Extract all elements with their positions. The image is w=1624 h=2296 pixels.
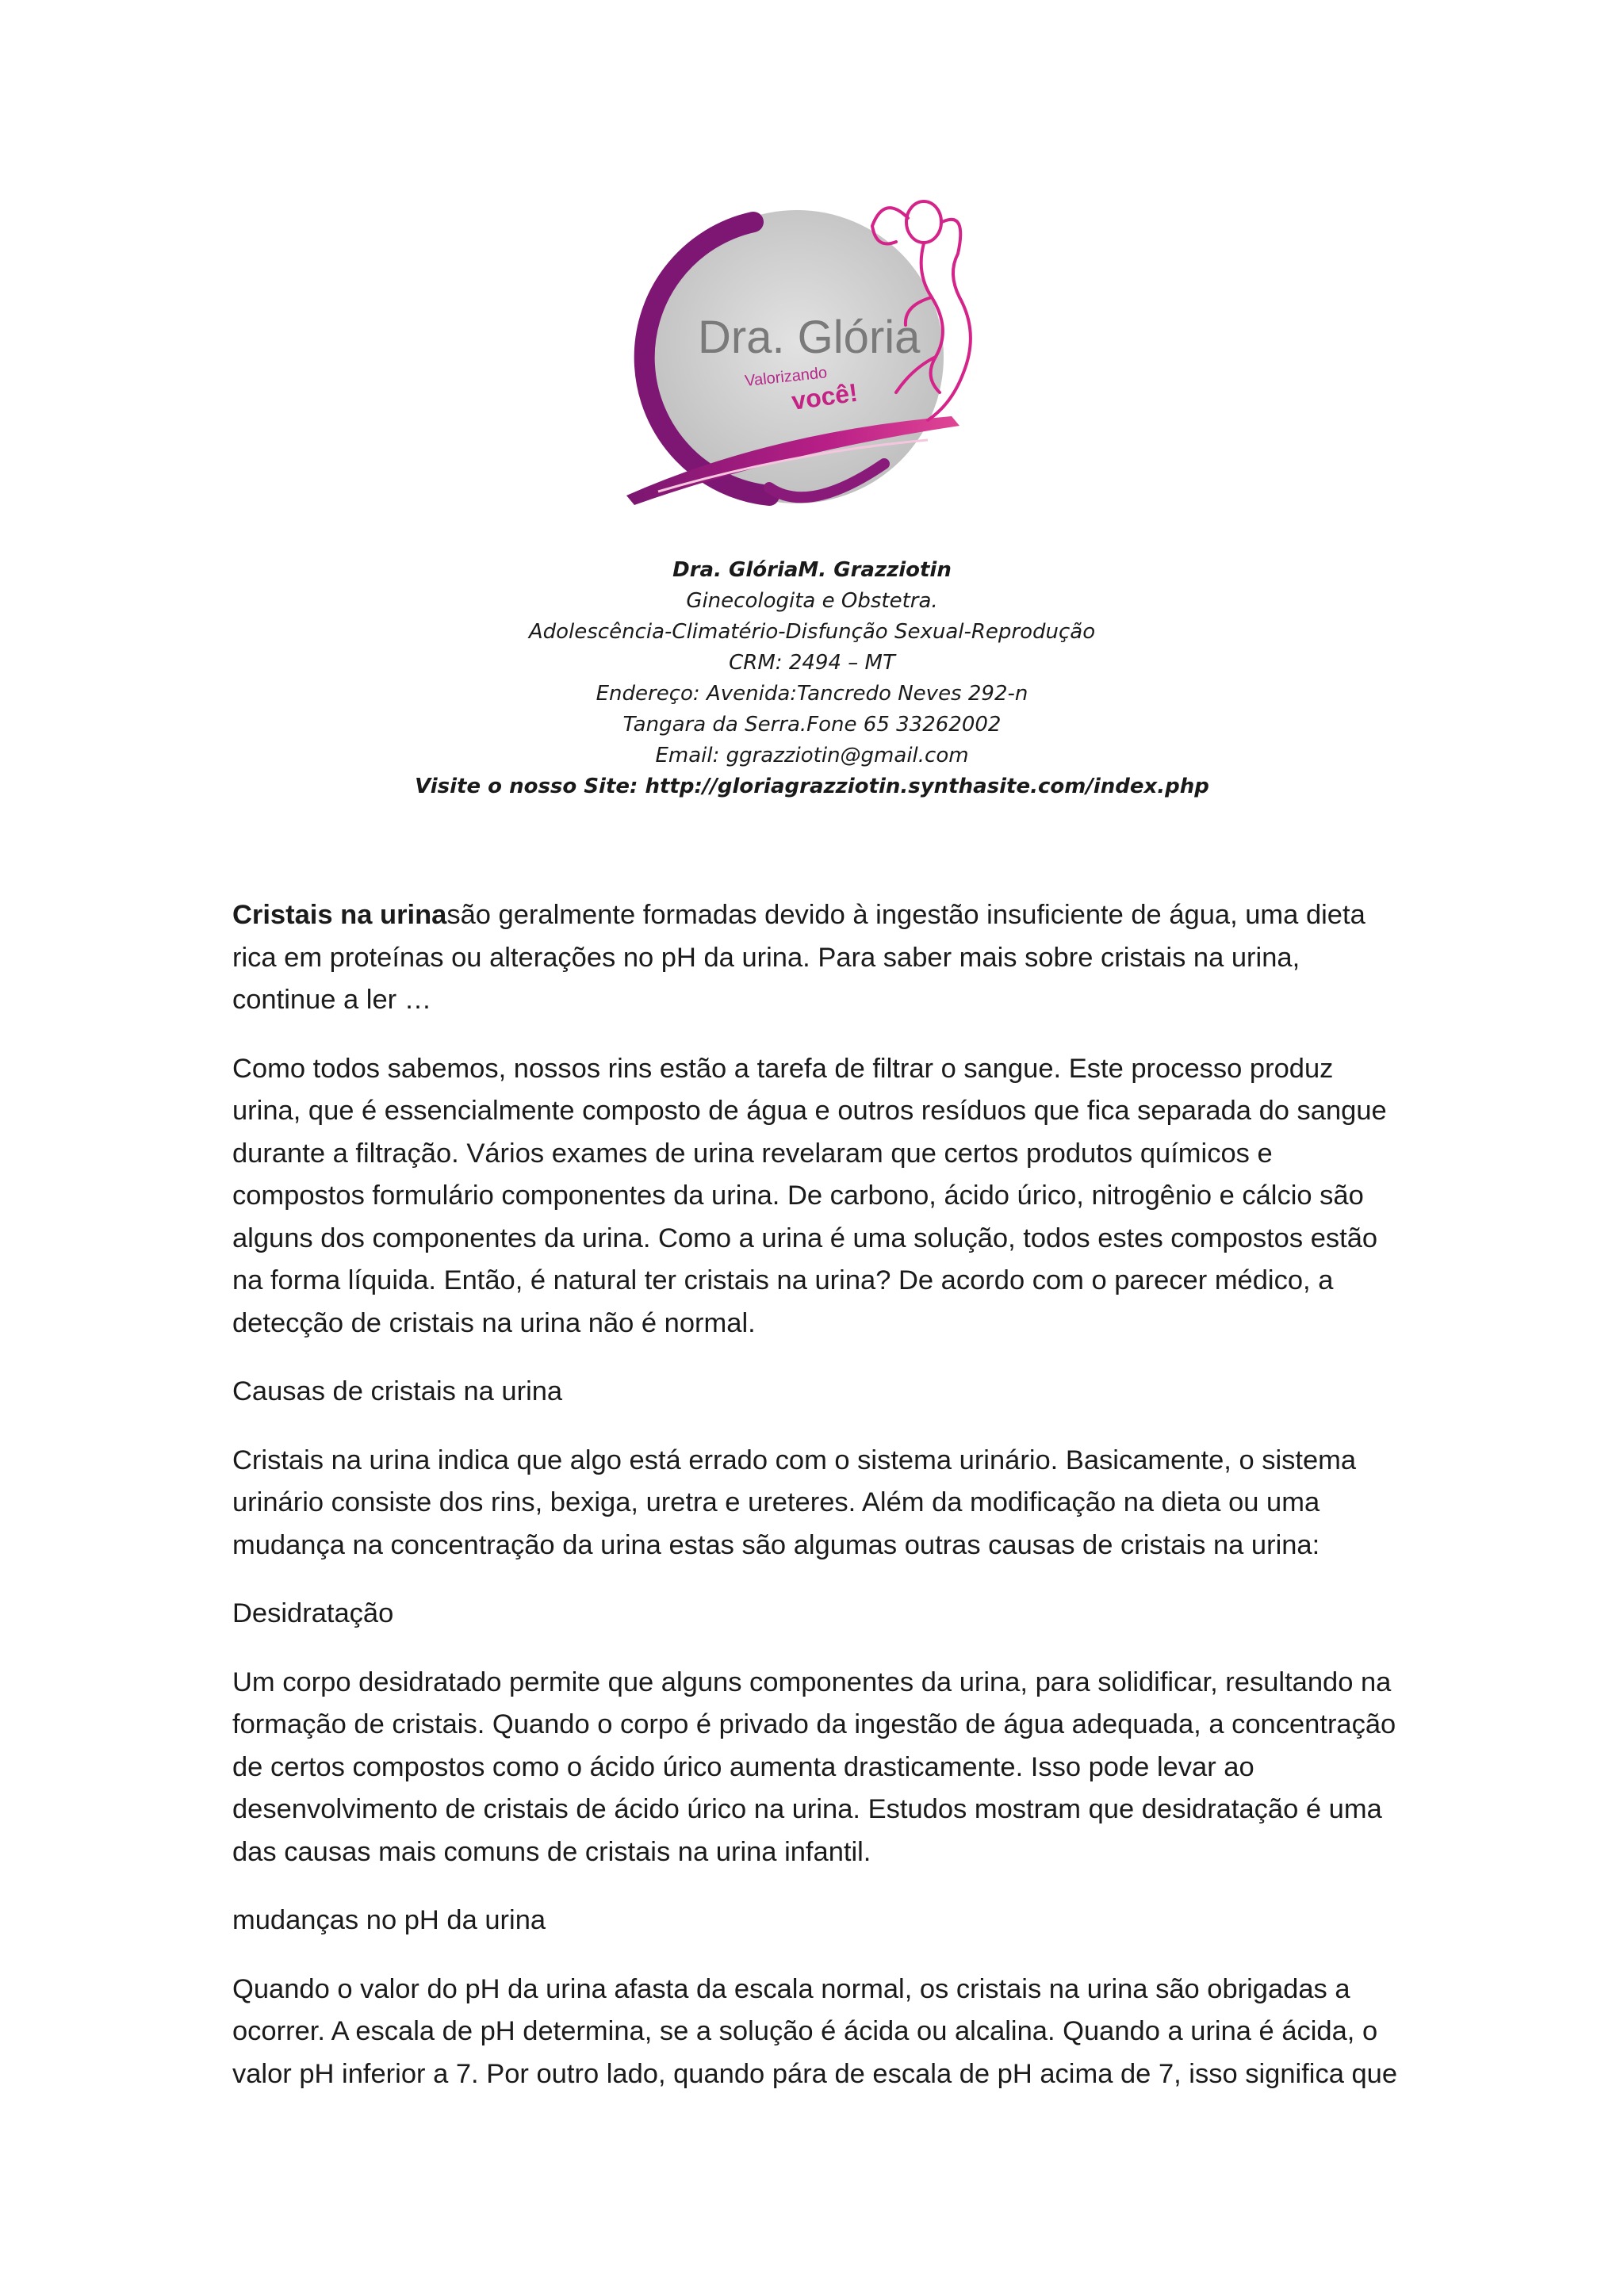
logo-name: Dra. Glória [698,312,921,363]
intro-text: são geralmente formadas devido à ingestão insuficiente de água, uma dieta rica em proteínas ou alterações no pH da urina. Para saber mais sobre cristais na urina, continue a ler … [232,900,1365,1015]
heading-causas: Causas de cristais na urina [232,1376,563,1406]
logo-tagline-bottom: você! [789,377,860,415]
clinic-logo [611,178,1007,543]
doctor-crm: CRM: 2494 – MT [729,651,895,675]
logo-graphic [611,178,1007,543]
heading-desidratacao: Desidratação [232,1598,394,1628]
paragraph-2: Cristais na urina indica que algo está errado com o sistema urinário. Basicamente, o sistema urinário consiste dos rins, bexiga, uretra e ureteres. Além da modificação na dieta ou uma mudança na concentração da urina estas são algumas outras causas de cristais na urina: [232,1445,1357,1560]
doctor-email: Email: ggrazziotin@gmail.com [655,744,969,767]
intro-paragraph [232,894,1398,1022]
article-body [232,894,1398,2122]
doctor-name: Dra. GlóriaM. Grazziotin [672,558,952,582]
paragraph-4: Quando o valor do pH da urina afasta da escala normal, os cristais na urina são obrigadas a ocorrer. A escala de pH determina, se a solução é ácida ou alcalina. Quando a urina é ácida, o valor pH inferior a 7. Por outro lado, quando pára de escala de pH acima de 7, isso significa que [232,1973,1398,2089]
paragraph-3: Um corpo desidratado permite que alguns componentes da urina, para solidificar, resultando na formação de cristais. Quando o corpo é privado da ingestão de água adequada, a concentração de certos compostos como o ácido úrico aumenta drasticamente. Isso pode levar ao desenvolvimento de cristais de ácido úrico na urina. Estudos mostram que desidratação é uma das causas mais comuns de cristais na urina infantil. [232,1667,1396,1867]
doctor-areas: Adolescência-Climatério-Disfunção Sexual-Reprodução [528,620,1096,644]
paragraph-1: Como todos sabemos, nossos rins estão a tarefa de filtrar o sangue. Este processo produz urina, que é essencialmente composto de água e outros resíduos que fica separada do sangue durante a filtração. Vários exames de urina revelaram que certos produtos químicos e compostos formulário componentes da urina. De carbono, ácido úrico, nitrogênio e cálcio são alguns dos componentes da urina. Como a urina é uma solução, todos estes compostos estão na forma líquida. Então, é natural ter cristais na urina? De acordo com o parecer médico, a detecção de cristais na urina não é normal. [232,1053,1387,1338]
logo-tagline-top: Valorizando [744,364,829,390]
doctor-specialty: Ginecologita e Obstetra. [686,589,938,613]
doctor-header [0,555,1624,802]
doctor-address: Endereço: Avenida:Tancredo Neves 292-n [596,682,1028,706]
doctor-city-phone: Tangara da Serra.Fone 65 33262002 [622,713,1002,737]
doctor-site: Visite o nosso Site: http://gloriagrazziotin.synthasite.com/index.php [415,775,1209,798]
heading-ph: mudanças no pH da urina [232,1905,546,1935]
intro-lead: Cristais na urina [232,900,447,930]
